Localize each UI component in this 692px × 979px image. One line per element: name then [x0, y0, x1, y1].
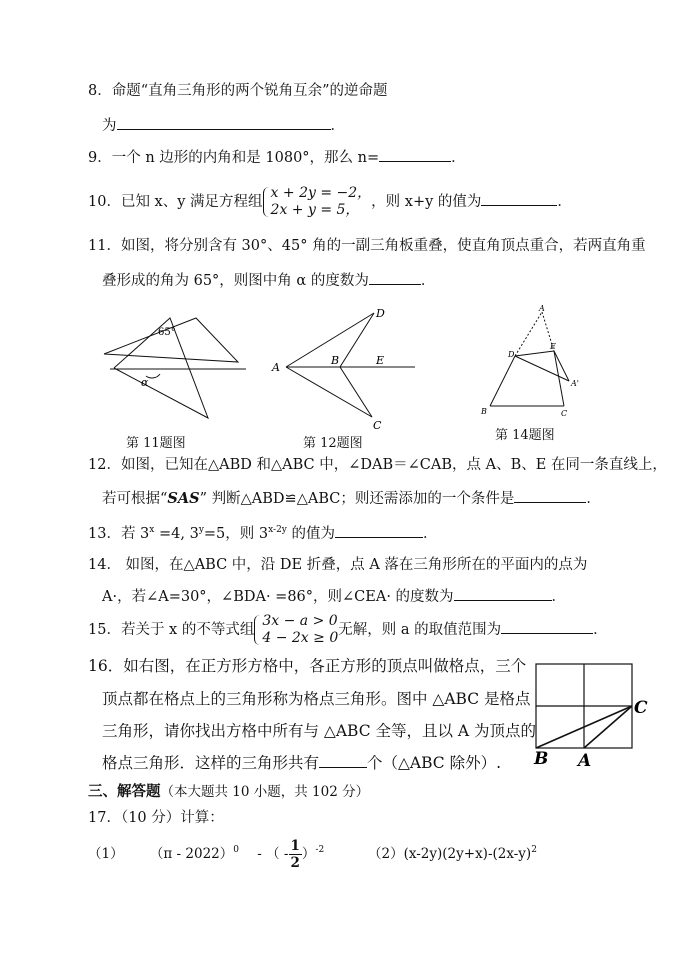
figure-16-grid [528, 656, 656, 768]
q11-line2 [102, 270, 435, 291]
q17-part2 [368, 844, 537, 864]
q17-p1-a: （π - 2022） [149, 846, 234, 862]
q13-part-b: =4, 3 [154, 526, 199, 542]
q15-ineq1: 3x − a > 0 [262, 613, 338, 629]
section3-heading [88, 782, 369, 802]
q13-exp3: x-2y [268, 525, 287, 535]
q15-prefix: 15．若关于 x 的不等式组 [88, 622, 255, 638]
q13-answer-blank[interactable] [335, 523, 423, 538]
q12-sas: SAS [167, 490, 200, 507]
fig14-label-d: D [508, 350, 515, 359]
q16-line4 [102, 753, 501, 773]
q9-line [88, 147, 466, 168]
fig11-angle-label: 65° [158, 327, 176, 338]
q9-text: 9．一个 n 边形的内角和是 1080°，那么 n= [88, 150, 380, 166]
q15-ineq2: 4 − 2x ≥ 0 [262, 630, 339, 646]
q12-line1: 12．如图，已知在△ABD 和△ABC 中，∠DAB＝∠CAB，点 A、B、E 在同一条直线上， [88, 457, 667, 473]
q17-p1-b: - （ - [253, 846, 289, 862]
q14-line2 [102, 586, 566, 607]
q16-answer-blank[interactable] [319, 753, 367, 768]
q14-line2-text: A·，若∠A=30°，∠BDA· =86°，则∠CEA· 的度数为 [102, 589, 454, 605]
q11-answer-blank[interactable] [369, 270, 421, 285]
fig12-label-e: E [376, 354, 385, 367]
q9-answer-blank[interactable] [379, 147, 451, 162]
q17-p1-exp: -2 [315, 845, 325, 855]
q13-part-c: =5，则 3 [203, 526, 269, 542]
q13-part-d: 的值为 [286, 526, 336, 542]
q10-answer-blank[interactable] [481, 191, 557, 206]
q10-eq1: x + 2y = −2， [270, 185, 372, 201]
q16-line2: 顶点都在格点上的三角形称为格点三角形。图中 △ABC 是格点 [102, 690, 531, 708]
fig11-alpha-label: α [141, 376, 149, 389]
q17-p1-c: ） [301, 846, 316, 862]
q8-end: ． [330, 118, 345, 134]
section3-title: 三、解答题 [88, 783, 161, 800]
fig12-label-d: D [376, 307, 385, 320]
fig16-label-b: B [534, 749, 549, 768]
q17-p2: （2）(x-2y)(2y+x)-(2x-y) [368, 846, 532, 862]
q17-head: 17．（10 分）计算： [88, 810, 224, 826]
q14-end: ． [551, 589, 567, 605]
fig12-label-a: A [272, 361, 280, 374]
q9-end: ． [451, 150, 466, 166]
figure-14 [476, 304, 586, 420]
q14-answer-blank[interactable] [454, 586, 552, 601]
q10-eq2: 2x + y = 5， [270, 202, 360, 218]
q10-line [88, 184, 572, 220]
figure-11 [100, 316, 250, 426]
q16-line3: 三角形，请你找出方格中所有与 △ABC 全等，且以 A 为顶点的 [102, 722, 537, 740]
q17-p1-den: 2 [290, 855, 300, 871]
q12-line2-a: 若可根据“ [102, 491, 168, 507]
q17-p1-label: （1） [88, 846, 124, 862]
q17-part1 [88, 836, 324, 872]
q15-suffix: 无解，则 a 的取值范围为 [338, 622, 502, 638]
fig16-label-a: A [578, 751, 592, 768]
q12-answer-blank[interactable] [514, 488, 586, 503]
fig14-label-a: A [539, 304, 545, 313]
q11-line2-text: 叠形成的角为 65°，则图中角 α 的度数为 [102, 273, 369, 289]
q13-end: ． [423, 526, 438, 542]
q12-line2 [102, 488, 601, 509]
figure-12 [268, 300, 428, 434]
q8-line1: 8．命题“直角三角形的两个锐角互余”的逆命题 [88, 83, 388, 99]
q10-end: ． [557, 194, 572, 210]
q16-line1: 16．如右图，在正方形方格中，各正方形的顶点叫做格点，三个 [88, 657, 527, 675]
q10-equation-system [263, 185, 372, 219]
q11-end: ． [420, 273, 436, 289]
fig14-label-e: E [550, 342, 556, 351]
q8-prefix: 为 [102, 118, 117, 134]
q13-line [88, 523, 438, 544]
q13-exp2: y [198, 525, 204, 535]
fig12-caption: 第 12题图 [303, 436, 363, 451]
q15-line [88, 612, 608, 648]
fig16-label-c: C [634, 698, 648, 718]
q12-end: ． [586, 491, 601, 507]
q13-part-a: 13．若 3 [88, 526, 150, 542]
q16-line4-a: 格点三角形．这样的三角形共有 [102, 754, 320, 772]
fig12-label-b: B [331, 354, 340, 367]
section3-note: （本大题共 10 小题，共 102 分） [160, 784, 370, 800]
q13-exp1: x [149, 525, 155, 535]
q15-answer-blank[interactable] [501, 619, 593, 634]
q17-p2-exp: 2 [531, 845, 537, 855]
fig14-label-a-prime: A' [571, 379, 579, 388]
q17-p1-fraction [289, 838, 302, 871]
q8-line2 [102, 115, 345, 136]
fig14-label-c: C [561, 409, 568, 418]
q8-answer-blank[interactable] [117, 115, 331, 130]
q10-suffix: ，则 x+y 的值为 [371, 194, 482, 210]
q10-prefix: 10．已知 x、y 满足方程组 [88, 194, 263, 210]
fig11-caption: 第 11题图 [126, 436, 186, 451]
q17-p1-exp0: 0 [233, 845, 239, 855]
fig12-label-c: C [373, 419, 382, 432]
q12-line2-b: ” 判断△ABD≌△ABC；则还需添加的一个条件是 [199, 491, 515, 507]
fig14-label-b: B [481, 407, 487, 416]
q14-line1: 14． 如图，在△ABC 中，沿 DE 折叠，点 A 落在三角形所在的平面内的点为 [88, 557, 588, 573]
q16-line4-b: 个（△ABC 除外）. [367, 754, 502, 772]
q15-inequality-system [254, 613, 338, 647]
fig14-caption: 第 14题图 [495, 428, 555, 443]
q15-end: ． [593, 622, 608, 638]
q11-line1: 11．如图，将分别含有 30°、45° 角的一副三角板重叠，使直角顶点重合，若两直角重 [88, 238, 646, 254]
q17-p1-num: 1 [290, 838, 300, 854]
